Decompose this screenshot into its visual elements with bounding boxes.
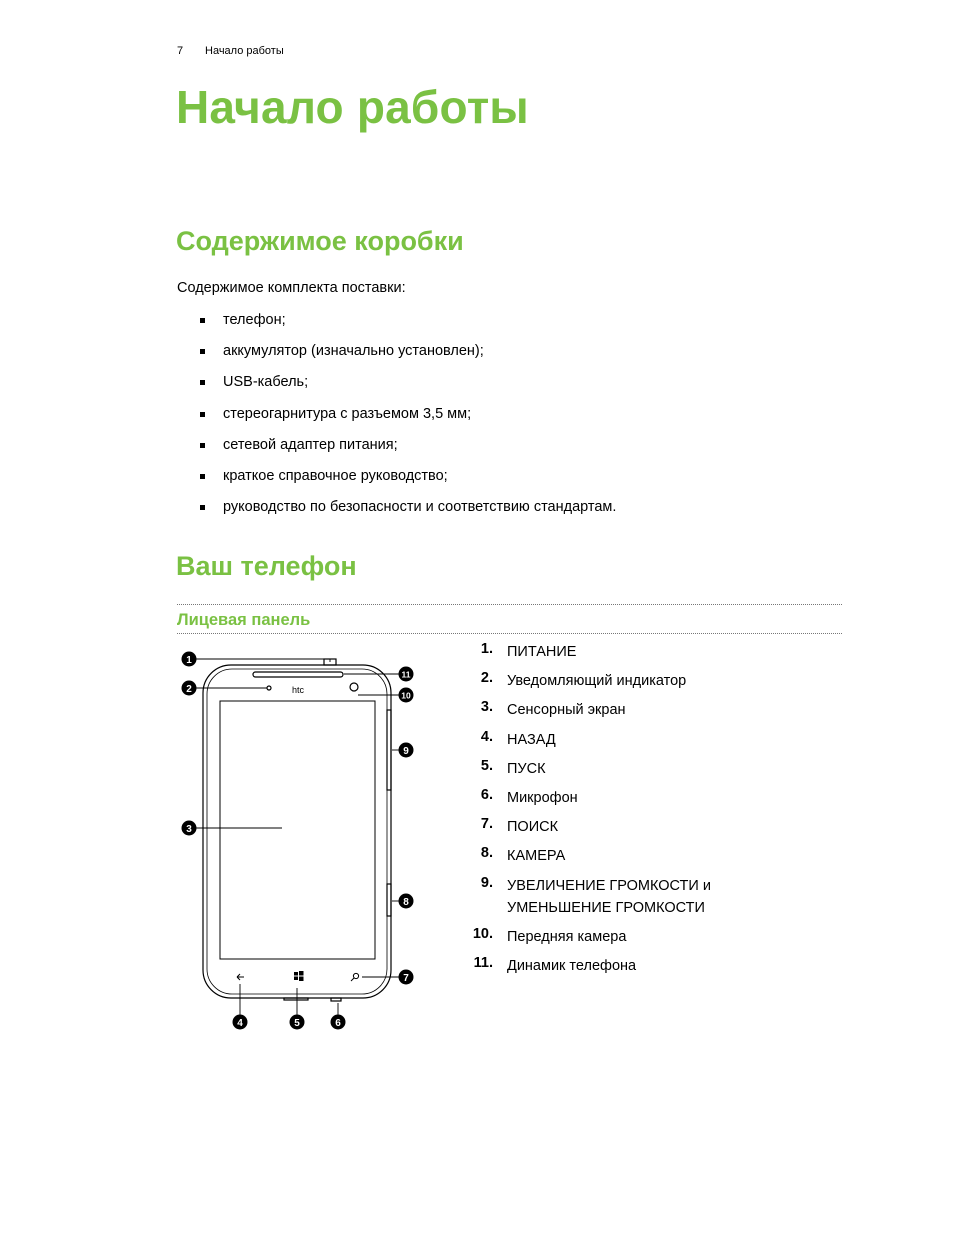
svg-text:10: 10 [401, 690, 411, 701]
callout-10 [399, 688, 414, 703]
front-panel-subheading [177, 604, 842, 634]
callout-9 [399, 743, 414, 758]
touch-screen-shape [220, 701, 375, 959]
list-item: руководство по безопасности и соответствию стандартам. [200, 499, 616, 530]
bullet-icon [200, 505, 205, 510]
list-item: телефон; [200, 312, 616, 343]
list-item: 7. ПОИСК [480, 816, 559, 836]
svg-text:4: 4 [237, 1018, 243, 1029]
callout-6 [331, 1015, 346, 1030]
chapter-title: Начало работы [176, 81, 529, 133]
bullet-icon [200, 474, 205, 479]
microphone-shape [331, 998, 341, 1001]
svg-text:1: 1 [186, 655, 192, 666]
list-item: сетевой адаптер питания; [200, 437, 616, 468]
svg-text:6: 6 [335, 1018, 341, 1029]
svg-text:3: 3 [186, 824, 192, 835]
list-item: краткое справочное руководство; [200, 468, 616, 499]
notification-led-shape [267, 686, 271, 690]
svg-text:8: 8 [403, 897, 409, 908]
page-number: 7 [177, 45, 184, 57]
list-item: 8. КАМЕРА [480, 845, 566, 865]
list-item: 11. Динамик телефона [473, 954, 637, 974]
list-item: 9. УВЕЛИЧЕНИЕ ГРОМКОСТИ и УМЕНЬШЕНИЕ ГРОМКОСТИ [480, 874, 711, 916]
front-panel-parts-list [465, 643, 765, 986]
svg-text:5: 5 [294, 1018, 300, 1029]
list-item: 1. ПИТАНИЕ [480, 641, 577, 660]
bullet-icon [200, 318, 205, 323]
callout-4 [233, 1015, 248, 1030]
svg-text:7: 7 [403, 973, 409, 984]
callout-5 [290, 1015, 305, 1030]
list-item: 5. ПУСК [480, 757, 546, 777]
svg-text:2: 2 [186, 684, 192, 695]
callout-2 [182, 681, 197, 696]
phone-body-inner [207, 669, 387, 994]
bullet-icon [200, 380, 205, 385]
bottom-slot-shape [284, 998, 308, 1000]
list-item: 4. НАЗАД [480, 728, 556, 748]
callout-7 [399, 970, 414, 985]
list-item: аккумулятор (изначально установлен); [200, 343, 616, 374]
phone-front-diagram [176, 648, 426, 1033]
front-camera-shape [350, 683, 358, 691]
list-item: USB-кабель; [200, 374, 616, 405]
bullet-icon [200, 412, 205, 417]
svg-text:11: 11 [401, 669, 411, 680]
list-item: 2. Уведомляющий индикатор [480, 670, 687, 690]
box-contents-list [200, 312, 616, 530]
running-header [177, 45, 284, 57]
search-magnifier-icon [353, 973, 358, 978]
callout-3 [182, 821, 197, 836]
htc-logo: htc [291, 685, 305, 695]
speaker-shape [253, 672, 343, 677]
search-handle-icon [351, 978, 354, 981]
phone-body [203, 665, 391, 998]
callout-8 [399, 894, 414, 909]
bullet-icon [200, 349, 205, 354]
box-contents-intro: Содержимое комплекта поставки: [177, 280, 406, 296]
header-section-title: Начало работы [205, 45, 284, 57]
bullet-icon [200, 443, 205, 448]
svg-text:9: 9 [403, 746, 409, 757]
callout-1 [182, 652, 197, 667]
callout-lines [195, 659, 400, 1021]
back-arrow-icon [237, 974, 244, 980]
list-item: 3. Сенсорный экран [480, 699, 626, 719]
front-panel-title: Лицевая панель [177, 611, 311, 629]
list-item: 6. Микрофон [480, 786, 578, 806]
list-item: стереогарнитура с разъемом 3,5 мм; [200, 406, 616, 437]
box-contents-heading: Содержимое коробки [176, 226, 464, 256]
callout-11 [399, 667, 414, 682]
your-phone-heading: Ваш телефон [176, 551, 357, 581]
list-item: 10. Передняя камера [472, 925, 627, 945]
windows-start-icon [294, 971, 304, 981]
